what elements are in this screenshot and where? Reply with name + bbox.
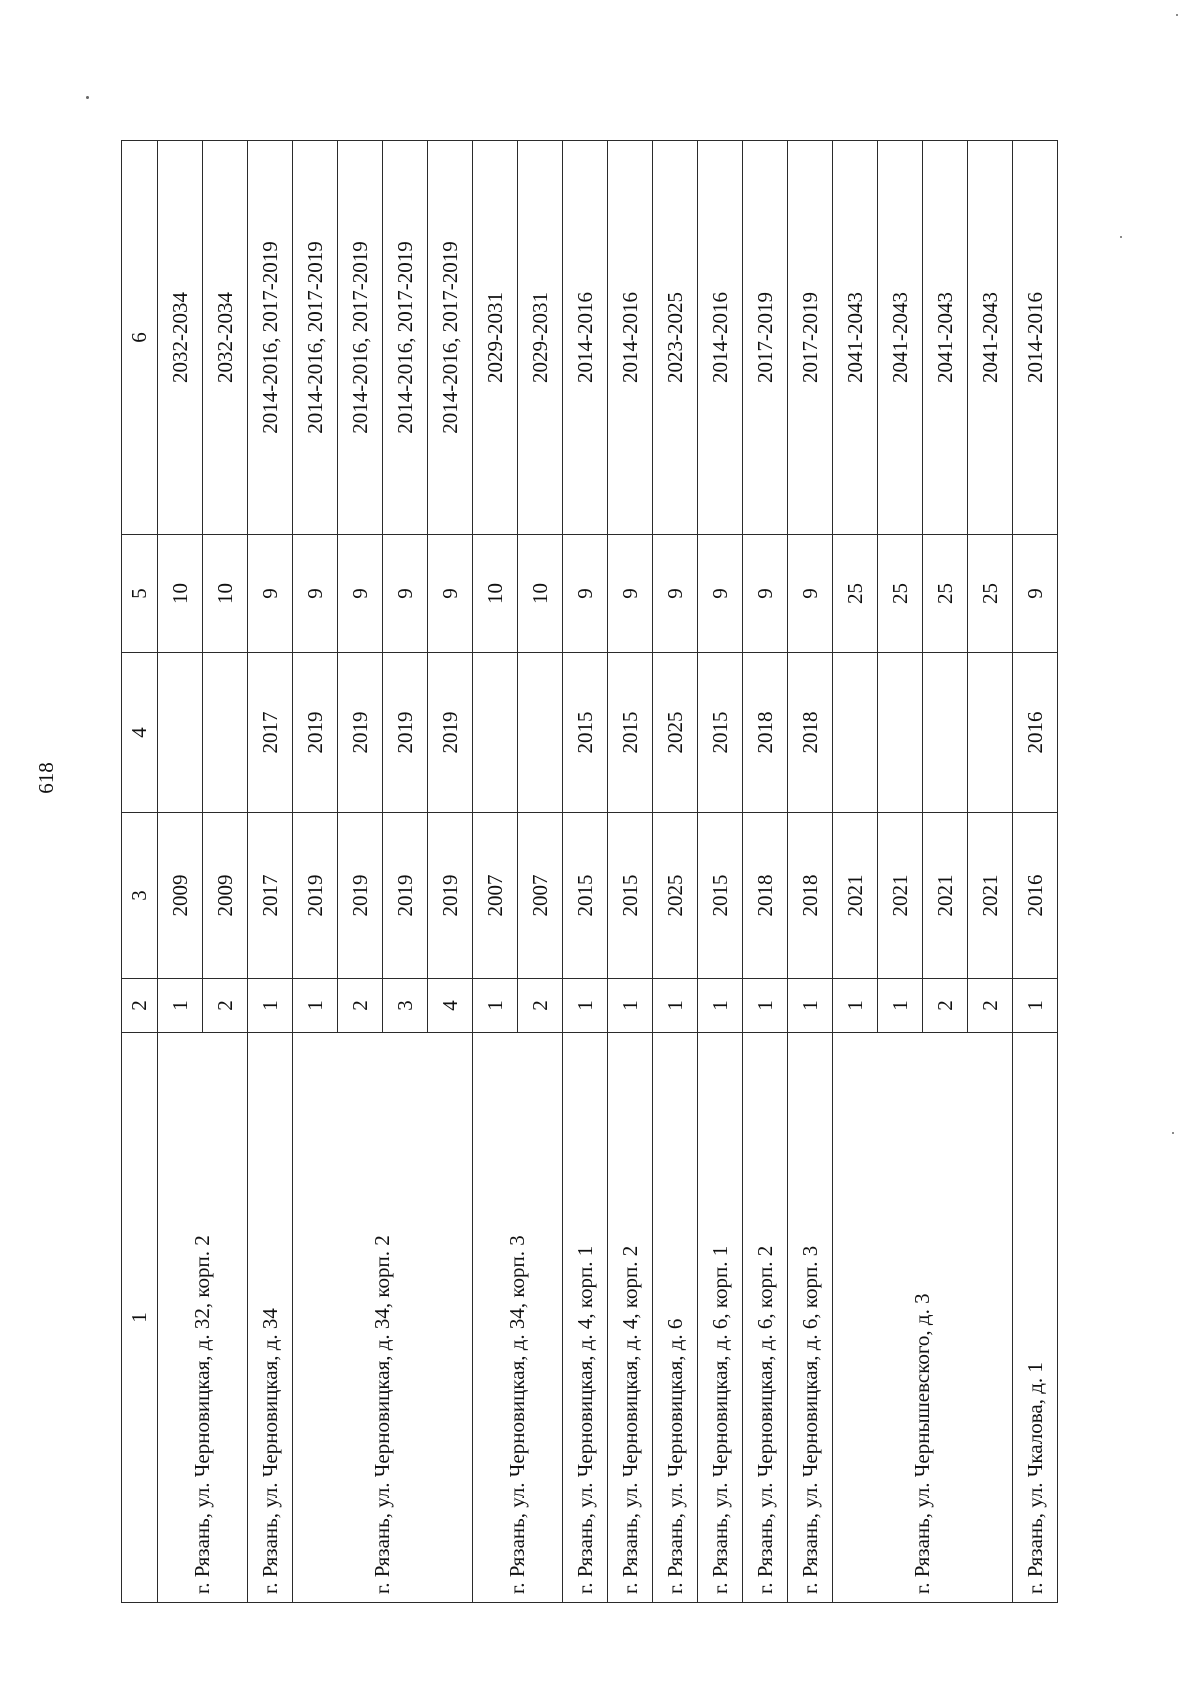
cell-c6: 2029-2031 — [473, 141, 518, 535]
table-row — [473, 141, 518, 1603]
cell-c4: 2015 — [563, 653, 608, 813]
cell-c4: 2017 — [248, 653, 293, 813]
cell-c5: 9 — [428, 535, 473, 653]
cell-c5: 9 — [248, 535, 293, 653]
cell-c5: 25 — [833, 535, 878, 653]
cell-c6: 2014-2016 — [608, 141, 653, 535]
cell-c2: 1 — [158, 979, 203, 1033]
cell-c3: 2019 — [383, 813, 428, 979]
page-number: 618 — [34, 762, 58, 794]
cell-c2: 1 — [698, 979, 743, 1033]
cell-c6: 2014-2016 — [1013, 141, 1058, 535]
cell-c5: 9 — [293, 535, 338, 653]
cell-c3: 2009 — [203, 813, 248, 979]
cell-c4 — [473, 653, 518, 813]
cell-c4 — [203, 653, 248, 813]
cell-c4: 2018 — [743, 653, 788, 813]
column-number: 2 — [122, 979, 158, 1033]
cell-c4: 2015 — [608, 653, 653, 813]
cell-c4 — [833, 653, 878, 813]
cell-c6: 2032-2034 — [158, 141, 203, 535]
cell-c4: 2019 — [383, 653, 428, 813]
cell-c3: 2007 — [518, 813, 563, 979]
cell-c4 — [878, 653, 923, 813]
cell-c2: 2 — [203, 979, 248, 1033]
table-row — [743, 141, 788, 1603]
address-cell: г. Рязань, ул. Черновицкая, д. 32, корп. 2 — [158, 1033, 248, 1603]
cell-c4: 2019 — [338, 653, 383, 813]
address-cell: г. Рязань, ул. Черновицкая, д. 4, корп. 1 — [563, 1033, 608, 1603]
cell-c3: 2019 — [293, 813, 338, 979]
cell-c5: 9 — [563, 535, 608, 653]
table-row — [563, 141, 608, 1603]
cell-c4 — [923, 653, 968, 813]
cell-c5: 10 — [473, 535, 518, 653]
table-row — [833, 141, 878, 1603]
cell-c4: 2025 — [653, 653, 698, 813]
address-cell: г. Рязань, ул. Черновицкая, д. 6, корп. 3 — [788, 1033, 833, 1603]
cell-c3: 2021 — [968, 813, 1013, 979]
cell-c5: 9 — [698, 535, 743, 653]
cell-c2: 1 — [293, 979, 338, 1033]
cell-c6: 2014-2016, 2017-2019 — [293, 141, 338, 535]
cell-c3: 2018 — [743, 813, 788, 979]
cell-c3: 2021 — [833, 813, 878, 979]
cell-c3: 2015 — [608, 813, 653, 979]
cell-c4 — [158, 653, 203, 813]
cell-c6: 2017-2019 — [788, 141, 833, 535]
cell-c5: 9 — [653, 535, 698, 653]
cell-c3: 2018 — [788, 813, 833, 979]
cell-c6: 2014-2016 — [698, 141, 743, 535]
cell-c5: 10 — [518, 535, 563, 653]
cell-c5: 25 — [923, 535, 968, 653]
cell-c3: 2017 — [248, 813, 293, 979]
cell-c3: 2025 — [653, 813, 698, 979]
column-number: 1 — [122, 1033, 158, 1603]
cell-c4: 2019 — [293, 653, 338, 813]
cell-c4 — [968, 653, 1013, 813]
cell-c6: 2041-2043 — [833, 141, 878, 535]
cell-c6: 2041-2043 — [968, 141, 1013, 535]
cell-c6: 2029-2031 — [518, 141, 563, 535]
cell-c5: 9 — [1013, 535, 1058, 653]
table-row — [788, 141, 833, 1603]
cell-c6: 2023-2025 — [653, 141, 698, 535]
cell-c3: 2015 — [698, 813, 743, 979]
cell-c4: 2018 — [788, 653, 833, 813]
cell-c3: 2009 — [158, 813, 203, 979]
cell-c6: 2041-2043 — [878, 141, 923, 535]
cell-c5: 9 — [743, 535, 788, 653]
scan-speck — [1172, 1132, 1174, 1134]
address-cell: г. Рязань, ул. Черновицкая, д. 4, корп. 2 — [608, 1033, 653, 1603]
cell-c6: 2014-2016, 2017-2019 — [338, 141, 383, 535]
cell-c2: 1 — [248, 979, 293, 1033]
address-cell: г. Рязань, ул. Черновицкая, д. 34, корп. 2 — [293, 1033, 473, 1603]
cell-c5: 25 — [968, 535, 1013, 653]
cell-c2: 2 — [968, 979, 1013, 1033]
cell-c6: 2014-2016, 2017-2019 — [383, 141, 428, 535]
cell-c4: 2016 — [1013, 653, 1058, 813]
table-row — [1013, 141, 1058, 1603]
table-row — [158, 141, 203, 1603]
scan-speck — [86, 96, 89, 99]
cell-c6: 2014-2016 — [563, 141, 608, 535]
cell-c2: 1 — [833, 979, 878, 1033]
cell-c6: 2014-2016, 2017-2019 — [428, 141, 473, 535]
register-table — [121, 140, 1058, 1603]
table-row — [248, 141, 293, 1603]
address-cell: г. Рязань, ул. Черновицкая, д. 6 — [653, 1033, 698, 1603]
cell-c2: 2 — [923, 979, 968, 1033]
cell-c5: 25 — [878, 535, 923, 653]
column-number: 5 — [122, 535, 158, 653]
cell-c4: 2015 — [698, 653, 743, 813]
rotated-table-wrapper — [121, 141, 1124, 1603]
cell-c2: 2 — [518, 979, 563, 1033]
address-cell: г. Рязань, ул. Черновицкая, д. 6, корп. 2 — [743, 1033, 788, 1603]
cell-c2: 1 — [1013, 979, 1058, 1033]
table-row — [653, 141, 698, 1603]
cell-c2: 2 — [338, 979, 383, 1033]
table-row — [698, 141, 743, 1603]
scan-speck — [1120, 236, 1122, 238]
cell-c6: 2017-2019 — [743, 141, 788, 535]
register-table-body — [122, 141, 1058, 1603]
cell-c3: 2021 — [923, 813, 968, 979]
cell-c3: 2015 — [563, 813, 608, 979]
table-row — [608, 141, 653, 1603]
address-cell: г. Рязань, ул. Черновицкая, д. 34, корп. 3 — [473, 1033, 563, 1603]
cell-c2: 1 — [743, 979, 788, 1033]
column-number: 4 — [122, 653, 158, 813]
cell-c2: 1 — [563, 979, 608, 1033]
address-cell: г. Рязань, ул. Черновицкая, д. 6, корп. 1 — [698, 1033, 743, 1603]
cell-c2: 1 — [608, 979, 653, 1033]
column-number: 6 — [122, 141, 158, 535]
column-number: 3 — [122, 813, 158, 979]
cell-c5: 10 — [158, 535, 203, 653]
cell-c3: 2019 — [338, 813, 383, 979]
cell-c4 — [518, 653, 563, 813]
cell-c3: 2021 — [878, 813, 923, 979]
address-cell: г. Рязань, ул. Чкалова, д. 1 — [1013, 1033, 1058, 1603]
cell-c5: 9 — [788, 535, 833, 653]
cell-c5: 9 — [338, 535, 383, 653]
cell-c2: 1 — [878, 979, 923, 1033]
scan-speck — [1176, 14, 1178, 16]
table-row — [293, 141, 338, 1603]
cell-c2: 1 — [788, 979, 833, 1033]
cell-c5: 9 — [608, 535, 653, 653]
cell-c3: 2019 — [428, 813, 473, 979]
cell-c5: 10 — [203, 535, 248, 653]
cell-c6: 2041-2043 — [923, 141, 968, 535]
address-cell: г. Рязань, ул. Черновицкая, д. 34 — [248, 1033, 293, 1603]
cell-c2: 1 — [653, 979, 698, 1033]
cell-c6: 2032-2034 — [203, 141, 248, 535]
cell-c3: 2016 — [1013, 813, 1058, 979]
cell-c6: 2014-2016, 2017-2019 — [248, 141, 293, 535]
cell-c5: 9 — [383, 535, 428, 653]
cell-c3: 2007 — [473, 813, 518, 979]
cell-c2: 1 — [473, 979, 518, 1033]
cell-c2: 3 — [383, 979, 428, 1033]
column-number-row — [122, 141, 158, 1603]
cell-c2: 4 — [428, 979, 473, 1033]
cell-c4: 2019 — [428, 653, 473, 813]
address-cell: г. Рязань, ул. Чернышевского, д. 3 — [833, 1033, 1013, 1603]
